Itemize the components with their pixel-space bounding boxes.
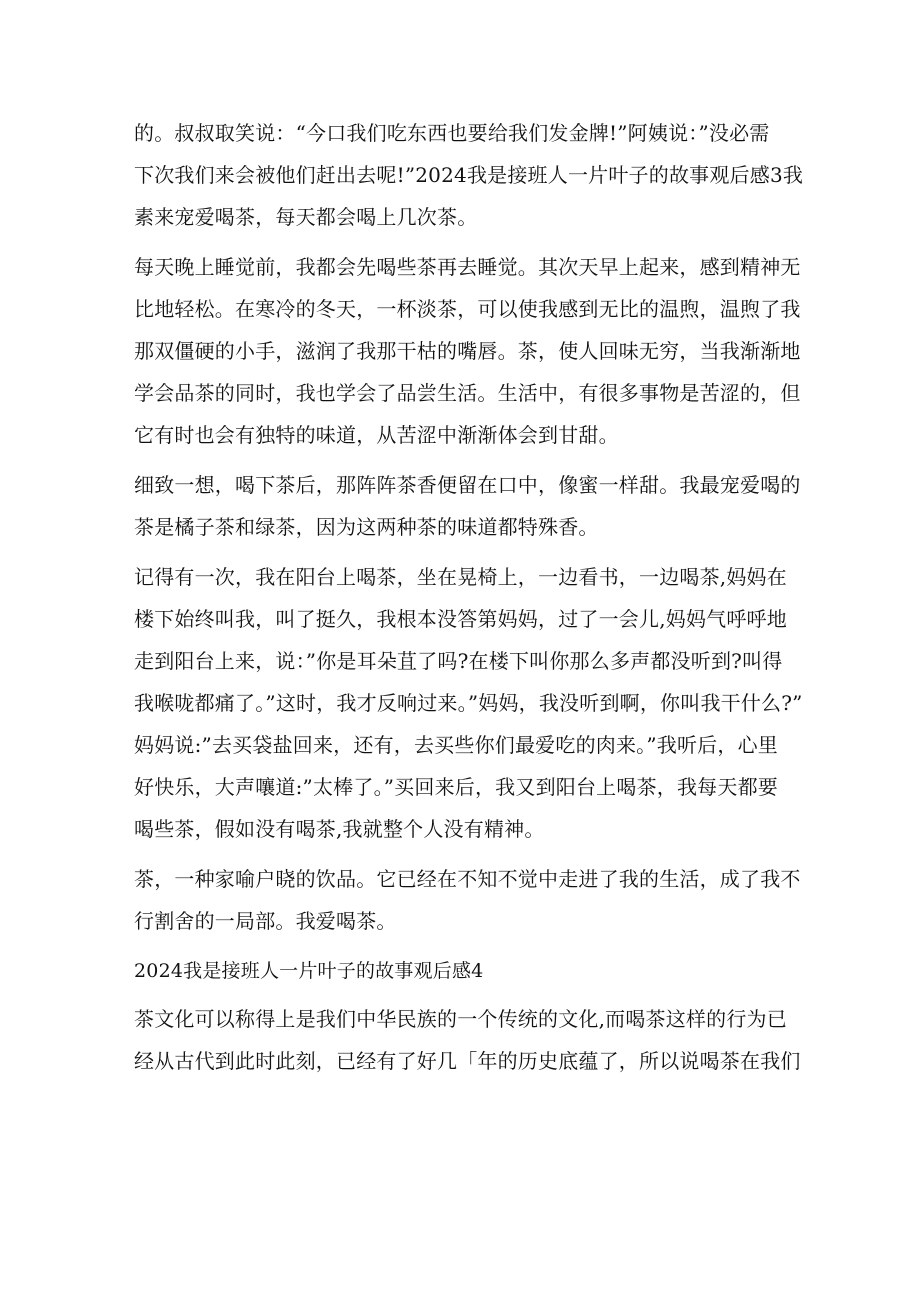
paragraph-6	[134, 998, 801, 1082]
text-line: 妈妈说:”去买袋盐回来，还有，去买些你们最爱吃的肉来。”我听后，心里	[134, 733, 778, 757]
paragraph-3	[134, 464, 801, 548]
text-line: 下次我们来会被他们赶出去呢!”2024我是接班人一片叶子的故事观后感3我	[134, 163, 804, 187]
text-line: 经从古代到此时此刻，已经有了好几「年的历史底蕴了，所以说喝茶在我们	[134, 1049, 801, 1073]
text-line: 走到阳台上来，说：”你是耳朵苴了吗?在楼下叫你那么多声都没听到?叫得	[134, 649, 783, 673]
section-heading	[134, 950, 794, 992]
paragraph-2	[134, 246, 801, 456]
text-line: 学会品茶的同时，我也学会了品尝生活。生活中，有很多事物是苦涩的，但	[134, 381, 801, 405]
text-line: 的。叔叔取笑说：“今口我们吃东西也要给我们发金牌!”阿姨说：”没必需	[134, 121, 770, 145]
text-line: 行割舍的一局部。我爱喝茶。	[134, 909, 397, 933]
text-line: 记得有一次，我在阳台上喝茶，坐在晃椅上，一边看书，一边喝茶,妈妈在	[134, 565, 787, 589]
paragraph-5	[134, 858, 801, 942]
text-line: 比地轻松。在寒冷的冬天，一杯淡茶，可以使我感到无比的温煦，温煦了我	[134, 297, 801, 321]
text-line: 喝些茶，假如没有喝茶,我就整个人没有精神。	[134, 817, 545, 841]
text-line: 好快乐，大声嚷道:”太棒了。”买回来后，我又到阳台上喝茶，我每天都要	[134, 775, 778, 799]
text-line: 茶是橘子茶和绿茶，因为这两种茶的味道都特殊香。	[134, 515, 599, 539]
paragraph-1	[134, 112, 804, 238]
text-line: 每天晚上睡觉前，我都会先喝些茶再去睡觉。其次天早上起来，感到精神无	[134, 255, 801, 279]
text-line: 素来宠爱喝茶，每天都会喝上几次茶。	[134, 205, 478, 229]
text-line: 那双僵硬的小手，滋润了我那干枯的嘴唇。茶，使人回味无穷，当我渐渐地	[134, 339, 801, 363]
text-line: 细致一想，喝下茶后，那阵阵茶香便留在口中，像蜜一样甜。我最宠爱喝的	[134, 473, 801, 497]
text-line: 茶，一种家喻户晓的饮品。它已经在不知不觉中走进了我的生活，成了我不	[134, 867, 801, 891]
text-line: 楼下始终叫我，叫了挺久，我根本没答第妈妈，过了一会儿,妈妈气呼呼地	[134, 607, 787, 631]
text-line: 它有时也会有独特的味道，从苦涩中渐渐体会到甘甜。	[134, 423, 619, 447]
text-line: 茶文化可以称得上是我们中华民族的一个传统的文化,而喝茶这样的行为已	[134, 1007, 787, 1031]
heading-text: 2024我是接班人一片叶子的故事观后感4	[134, 960, 484, 982]
paragraph-4	[134, 556, 803, 850]
text-line: 我喉咙都痛了。”这时，我才反响过来。”妈妈，我没听到啊，你叫我干什么?”	[134, 691, 803, 715]
document-body	[134, 112, 804, 1090]
